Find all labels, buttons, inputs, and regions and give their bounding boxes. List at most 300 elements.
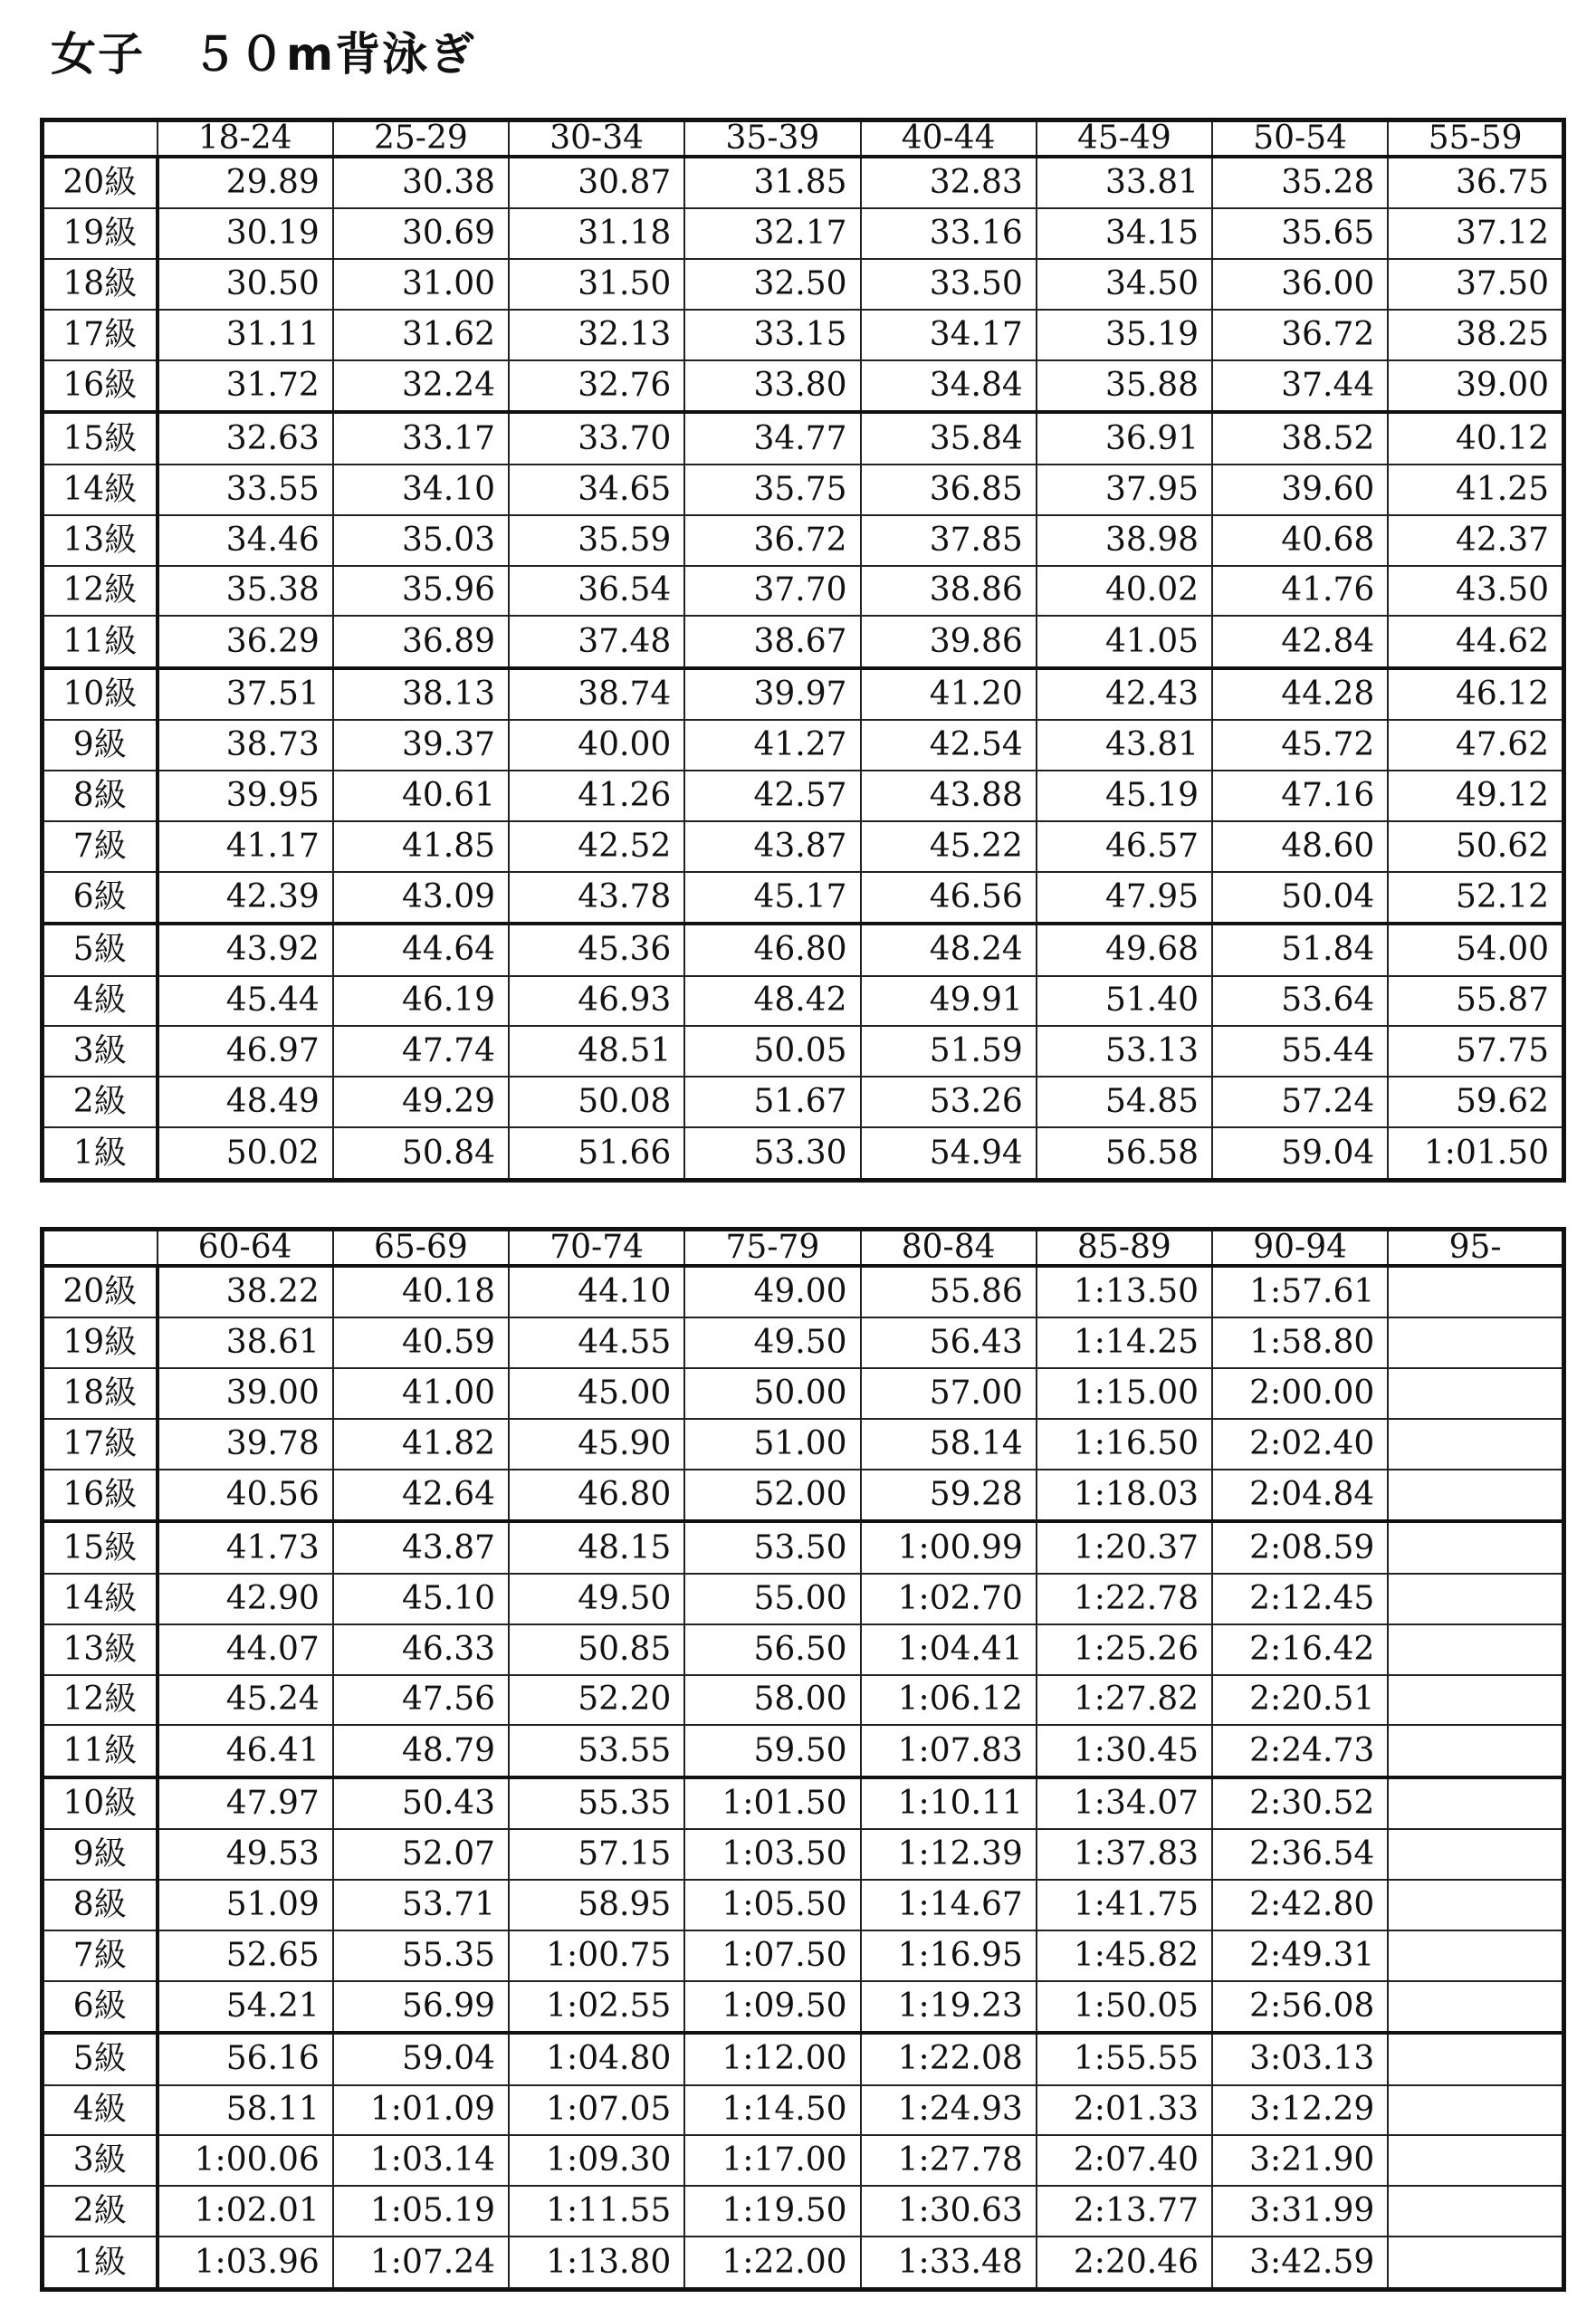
time-cell: 2:00.00 <box>1212 1368 1388 1419</box>
time-cell: 1:45.82 <box>1037 1930 1212 1981</box>
time-cell: 46.97 <box>158 1026 333 1077</box>
grade-label-cell: 7級 <box>43 821 158 872</box>
table-row <box>43 566 1564 617</box>
time-cell: 38.22 <box>158 1266 333 1317</box>
time-cell: 1:00.06 <box>158 2135 333 2186</box>
grade-label-cell: 5級 <box>43 2033 158 2084</box>
header-age-group-cell: 35-39 <box>684 120 860 158</box>
table-row <box>43 1317 1564 1368</box>
time-cell: 48.42 <box>684 976 860 1027</box>
time-cell: 39.86 <box>861 616 1037 667</box>
time-cell: 41.85 <box>333 821 509 872</box>
time-cell: 2:30.52 <box>1212 1777 1388 1829</box>
time-cell: 44.28 <box>1212 668 1388 720</box>
time-cell: 30.87 <box>509 157 684 208</box>
grade-label-cell: 9級 <box>43 720 158 771</box>
time-cell: 43.81 <box>1037 720 1212 771</box>
table-row <box>43 1026 1564 1077</box>
time-cell: 45.72 <box>1212 720 1388 771</box>
time-cell: 41.76 <box>1212 566 1388 617</box>
grade-label-cell: 12級 <box>43 1675 158 1726</box>
time-cell: 3:21.90 <box>1212 2135 1388 2186</box>
time-cell: 1:06.12 <box>861 1675 1037 1726</box>
time-cell: 32.24 <box>333 360 509 412</box>
grade-label-cell: 8級 <box>43 771 158 821</box>
time-cell: 35.75 <box>684 465 860 515</box>
time-cell: 37.70 <box>684 566 860 617</box>
table-row <box>43 1521 1564 1573</box>
time-cell: 3:31.99 <box>1212 2186 1388 2237</box>
time-cell: 3:42.59 <box>1212 2237 1388 2289</box>
time-cell: 59.62 <box>1388 1077 1563 1127</box>
time-cell: 1:55.55 <box>1037 2033 1212 2084</box>
time-cell: 54.85 <box>1037 1077 1212 1127</box>
table-row <box>43 1725 1564 1777</box>
time-cell: 1:30.45 <box>1037 1725 1212 1777</box>
time-cell: 36.91 <box>1037 412 1212 464</box>
time-cell: 34.10 <box>333 465 509 515</box>
time-cell: 40.02 <box>1037 566 1212 617</box>
time-cell: 52.12 <box>1388 872 1563 924</box>
time-cell: 41.26 <box>509 771 684 821</box>
time-cell: 38.67 <box>684 616 860 667</box>
time-cell: 48.79 <box>333 1725 509 1777</box>
time-cell: 51.67 <box>684 1077 860 1127</box>
time-cell <box>1388 1470 1563 1521</box>
time-cell: 38.86 <box>861 566 1037 617</box>
time-cell: 45.24 <box>158 1675 333 1726</box>
time-cell: 1:13.50 <box>1037 1266 1212 1317</box>
time-cell: 1:16.50 <box>1037 1419 1212 1470</box>
time-cell: 40.68 <box>1212 515 1388 566</box>
time-cell: 32.13 <box>509 310 684 360</box>
time-cell: 1:03.50 <box>684 1829 860 1880</box>
time-cell: 46.33 <box>333 1624 509 1675</box>
table-row <box>43 2135 1564 2186</box>
time-cell: 33.15 <box>684 310 860 360</box>
time-cell: 43.09 <box>333 872 509 924</box>
time-cell: 49.29 <box>333 1077 509 1127</box>
time-cell: 1:20.37 <box>1037 1521 1212 1573</box>
time-cell: 35.96 <box>333 566 509 617</box>
table-row <box>43 515 1564 566</box>
time-cell: 1:37.83 <box>1037 1829 1212 1880</box>
time-cell: 42.54 <box>861 720 1037 771</box>
grade-label-cell: 12級 <box>43 566 158 617</box>
grade-label-cell: 3級 <box>43 1026 158 1077</box>
time-cell: 2:12.45 <box>1212 1574 1388 1624</box>
time-cell: 40.00 <box>509 720 684 771</box>
time-cell: 47.56 <box>333 1675 509 1726</box>
grade-label-cell: 19級 <box>43 1317 158 1368</box>
grade-label-cell: 6級 <box>43 1981 158 2033</box>
time-cell: 34.46 <box>158 515 333 566</box>
table-row <box>43 1829 1564 1880</box>
time-cell: 32.76 <box>509 360 684 412</box>
table-row <box>43 771 1564 821</box>
time-cell: 37.85 <box>861 515 1037 566</box>
time-cell: 40.18 <box>333 1266 509 1317</box>
time-cell: 32.83 <box>861 157 1037 208</box>
time-cell: 38.74 <box>509 668 684 720</box>
time-cell: 45.00 <box>509 1368 684 1419</box>
time-cell: 42.39 <box>158 872 333 924</box>
time-cell: 3:12.29 <box>1212 2085 1388 2136</box>
header-age-group-cell: 50-54 <box>1212 120 1388 158</box>
time-cell: 54.00 <box>1388 924 1563 975</box>
time-cell: 46.12 <box>1388 668 1563 720</box>
time-cell: 1:02.55 <box>509 1981 684 2033</box>
time-cell: 2:20.46 <box>1037 2237 1212 2289</box>
time-cell: 45.90 <box>509 1419 684 1470</box>
time-cell: 50.04 <box>1212 872 1388 924</box>
time-cell: 45.22 <box>861 821 1037 872</box>
time-cell: 2:49.31 <box>1212 1930 1388 1981</box>
time-cell: 31.50 <box>509 259 684 310</box>
grade-label-cell: 2級 <box>43 1077 158 1127</box>
time-cell: 1:01.50 <box>1388 1127 1563 1180</box>
time-cell: 38.98 <box>1037 515 1212 566</box>
time-cell: 58.14 <box>861 1419 1037 1470</box>
table-row <box>43 157 1564 208</box>
grade-label-cell: 5級 <box>43 924 158 975</box>
table-row <box>43 1981 1564 2033</box>
time-cell: 53.71 <box>333 1880 509 1930</box>
header-age-group-cell: 95- <box>1388 1230 1563 1267</box>
time-cell: 1:14.67 <box>861 1880 1037 1930</box>
time-cell: 36.85 <box>861 465 1037 515</box>
time-cell: 41.82 <box>333 1419 509 1470</box>
time-cell <box>1388 1266 1563 1317</box>
time-cell: 57.24 <box>1212 1077 1388 1127</box>
time-cell: 49.91 <box>861 976 1037 1027</box>
time-cell: 33.55 <box>158 465 333 515</box>
time-cell: 48.60 <box>1212 821 1388 872</box>
time-cell: 1:11.55 <box>509 2186 684 2237</box>
time-cell: 52.00 <box>684 1470 860 1521</box>
time-cell: 2:42.80 <box>1212 1880 1388 1930</box>
time-cell: 43.87 <box>684 821 860 872</box>
header-age-group-cell: 65-69 <box>333 1230 509 1267</box>
time-cell: 29.89 <box>158 157 333 208</box>
time-cell: 30.19 <box>158 208 333 259</box>
time-cell <box>1388 1930 1563 1981</box>
time-cell: 1:02.01 <box>158 2186 333 2237</box>
time-cell: 1:10.11 <box>861 1777 1037 1829</box>
time-cell: 53.50 <box>684 1521 860 1573</box>
time-cell: 1:13.80 <box>509 2237 684 2289</box>
time-cell: 1:07.24 <box>333 2237 509 2289</box>
time-standards-table-ages-18-59 <box>40 118 1566 1183</box>
time-cell: 1:01.50 <box>684 1777 860 1829</box>
header-corner-cell <box>43 120 158 158</box>
table-header-row <box>43 120 1564 158</box>
time-cell: 45.17 <box>684 872 860 924</box>
time-cell: 48.51 <box>509 1026 684 1077</box>
time-cell: 3:03.13 <box>1212 2033 1388 2084</box>
time-cell: 33.70 <box>509 412 684 464</box>
time-cell: 41.00 <box>333 1368 509 1419</box>
time-cell: 34.15 <box>1037 208 1212 259</box>
time-cell <box>1388 1880 1563 1930</box>
time-cell: 2:01.33 <box>1037 2085 1212 2136</box>
grade-label-cell: 3級 <box>43 2135 158 2186</box>
time-cell: 35.19 <box>1037 310 1212 360</box>
time-cell: 1:27.78 <box>861 2135 1037 2186</box>
time-cell: 1:00.99 <box>861 1521 1037 1573</box>
time-cell: 31.00 <box>333 259 509 310</box>
time-cell <box>1388 2237 1563 2289</box>
time-cell: 52.65 <box>158 1930 333 1981</box>
time-cell: 50.43 <box>333 1777 509 1829</box>
time-cell <box>1388 1368 1563 1419</box>
page-title: 女子 ５０m背泳ぎ <box>51 28 477 81</box>
grade-label-cell: 15級 <box>43 1521 158 1573</box>
time-cell: 46.93 <box>509 976 684 1027</box>
time-cell: 38.25 <box>1388 310 1563 360</box>
table-row <box>43 976 1564 1027</box>
time-cell: 45.44 <box>158 976 333 1027</box>
time-cell: 34.65 <box>509 465 684 515</box>
table-row <box>43 1675 1564 1726</box>
time-cell: 39.60 <box>1212 465 1388 515</box>
grade-label-cell: 17級 <box>43 310 158 360</box>
table-row <box>43 1266 1564 1317</box>
time-cell: 33.81 <box>1037 157 1212 208</box>
time-cell: 54.21 <box>158 1981 333 2033</box>
time-cell: 50.08 <box>509 1077 684 1127</box>
time-cell: 55.87 <box>1388 976 1563 1027</box>
grade-label-cell: 1級 <box>43 1127 158 1180</box>
time-cell: 2:20.51 <box>1212 1675 1388 1726</box>
grade-label-cell: 20級 <box>43 157 158 208</box>
time-cell: 1:04.41 <box>861 1624 1037 1675</box>
grade-label-cell: 11級 <box>43 1725 158 1777</box>
grade-label-cell: 18級 <box>43 259 158 310</box>
time-cell: 48.24 <box>861 924 1037 975</box>
time-cell: 37.51 <box>158 668 333 720</box>
time-cell: 2:56.08 <box>1212 1981 1388 2033</box>
time-cell: 35.84 <box>861 412 1037 464</box>
table-row <box>43 2085 1564 2136</box>
time-cell: 35.28 <box>1212 157 1388 208</box>
time-cell: 39.37 <box>333 720 509 771</box>
time-cell: 1:41.75 <box>1037 1880 1212 1930</box>
time-cell: 55.86 <box>861 1266 1037 1317</box>
grade-label-cell: 17級 <box>43 1419 158 1470</box>
time-cell: 33.17 <box>333 412 509 464</box>
time-cell: 42.52 <box>509 821 684 872</box>
time-cell: 42.57 <box>684 771 860 821</box>
time-cell: 49.50 <box>509 1574 684 1624</box>
time-cell: 45.19 <box>1037 771 1212 821</box>
grade-label-cell: 10級 <box>43 1777 158 1829</box>
time-cell: 35.03 <box>333 515 509 566</box>
time-cell <box>1388 1624 1563 1675</box>
time-cell: 31.62 <box>333 310 509 360</box>
time-cell: 44.55 <box>509 1317 684 1368</box>
table-row <box>43 208 1564 259</box>
time-cell <box>1388 1574 1563 1624</box>
table-row <box>43 465 1564 515</box>
time-cell: 51.84 <box>1212 924 1388 975</box>
time-cell: 43.88 <box>861 771 1037 821</box>
time-cell: 51.00 <box>684 1419 860 1470</box>
grade-label-cell: 10級 <box>43 668 158 720</box>
time-cell: 31.11 <box>158 310 333 360</box>
time-cell: 47.97 <box>158 1777 333 1829</box>
time-cell: 34.77 <box>684 412 860 464</box>
time-cell: 41.27 <box>684 720 860 771</box>
time-cell: 32.17 <box>684 208 860 259</box>
time-cell: 45.36 <box>509 924 684 975</box>
time-cell: 1:22.78 <box>1037 1574 1212 1624</box>
table-row <box>43 2237 1564 2289</box>
time-cell: 49.00 <box>684 1266 860 1317</box>
time-cell: 36.29 <box>158 616 333 667</box>
grade-label-cell: 8級 <box>43 1880 158 1930</box>
time-cell: 47.74 <box>333 1026 509 1077</box>
time-cell: 41.17 <box>158 821 333 872</box>
grade-label-cell: 14級 <box>43 1574 158 1624</box>
grade-label-cell: 11級 <box>43 616 158 667</box>
time-cell: 1:22.08 <box>861 2033 1037 2084</box>
time-cell: 1:34.07 <box>1037 1777 1212 1829</box>
time-cell: 52.20 <box>509 1675 684 1726</box>
time-cell: 1:16.95 <box>861 1930 1037 1981</box>
time-cell: 36.54 <box>509 566 684 617</box>
time-cell: 40.59 <box>333 1317 509 1368</box>
time-cell: 43.87 <box>333 1521 509 1573</box>
header-age-group-cell: 45-49 <box>1037 120 1212 158</box>
time-cell: 59.04 <box>333 2033 509 2084</box>
time-cell <box>1388 2085 1563 2136</box>
table-row <box>43 1077 1564 1127</box>
time-cell: 35.38 <box>158 566 333 617</box>
time-cell <box>1388 1521 1563 1573</box>
time-cell: 1:17.00 <box>684 2135 860 2186</box>
time-cell: 53.13 <box>1037 1026 1212 1077</box>
time-cell: 1:09.30 <box>509 2135 684 2186</box>
header-corner-cell <box>43 1230 158 1267</box>
time-cell: 36.72 <box>684 515 860 566</box>
table-row <box>43 1470 1564 1521</box>
time-cell: 1:03.14 <box>333 2135 509 2186</box>
table-row <box>43 1624 1564 1675</box>
time-cell: 56.16 <box>158 2033 333 2084</box>
time-cell: 34.17 <box>861 310 1037 360</box>
time-cell <box>1388 2186 1563 2237</box>
time-cell: 47.16 <box>1212 771 1388 821</box>
time-cell: 46.41 <box>158 1725 333 1777</box>
time-cell: 2:13.77 <box>1037 2186 1212 2237</box>
time-cell: 37.50 <box>1388 259 1563 310</box>
time-cell: 38.52 <box>1212 412 1388 464</box>
time-cell: 34.50 <box>1037 259 1212 310</box>
grade-label-cell: 13級 <box>43 515 158 566</box>
time-cell: 40.12 <box>1388 412 1563 464</box>
time-cell: 41.73 <box>158 1521 333 1573</box>
header-age-group-cell: 18-24 <box>158 120 333 158</box>
time-cell: 1:19.23 <box>861 1981 1037 2033</box>
time-cell: 42.84 <box>1212 616 1388 667</box>
time-cell: 34.84 <box>861 360 1037 412</box>
time-cell: 1:30.63 <box>861 2186 1037 2237</box>
time-cell: 33.50 <box>861 259 1037 310</box>
time-cell: 42.90 <box>158 1574 333 1624</box>
time-cell: 53.26 <box>861 1077 1037 1127</box>
time-cell: 38.61 <box>158 1317 333 1368</box>
time-cell <box>1388 1981 1563 2033</box>
time-cell: 57.75 <box>1388 1026 1563 1077</box>
table-row <box>43 2033 1564 2084</box>
time-cell <box>1388 2033 1563 2084</box>
time-cell: 49.12 <box>1388 771 1563 821</box>
time-cell: 30.38 <box>333 157 509 208</box>
grade-label-cell: 16級 <box>43 1470 158 1521</box>
table-row <box>43 1127 1564 1180</box>
time-cell: 1:18.03 <box>1037 1470 1212 1521</box>
time-cell: 2:36.54 <box>1212 1829 1388 1880</box>
time-cell: 59.04 <box>1212 1127 1388 1180</box>
time-cell: 44.10 <box>509 1266 684 1317</box>
time-cell: 37.95 <box>1037 465 1212 515</box>
time-cell: 1:02.70 <box>861 1574 1037 1624</box>
grade-label-cell: 4級 <box>43 2085 158 2136</box>
table-row <box>43 310 1564 360</box>
time-cell: 1:19.50 <box>684 2186 860 2237</box>
grade-label-cell: 2級 <box>43 2186 158 2237</box>
time-cell: 38.13 <box>333 668 509 720</box>
time-cell: 49.53 <box>158 1829 333 1880</box>
grade-label-cell: 19級 <box>43 208 158 259</box>
table-row <box>43 360 1564 412</box>
time-cell: 39.95 <box>158 771 333 821</box>
time-cell: 50.62 <box>1388 821 1563 872</box>
table-row <box>43 1930 1564 1981</box>
time-cell: 51.40 <box>1037 976 1212 1027</box>
grade-label-cell: 16級 <box>43 360 158 412</box>
time-cell: 43.92 <box>158 924 333 975</box>
table-row <box>43 668 1564 720</box>
time-cell: 35.65 <box>1212 208 1388 259</box>
grade-label-cell: 7級 <box>43 1930 158 1981</box>
time-cell <box>1388 1777 1563 1829</box>
time-cell: 48.15 <box>509 1521 684 1573</box>
time-cell: 31.85 <box>684 157 860 208</box>
grade-label-cell: 13級 <box>43 1624 158 1675</box>
time-cell: 33.16 <box>861 208 1037 259</box>
time-cell: 40.61 <box>333 771 509 821</box>
time-cell: 42.37 <box>1388 515 1563 566</box>
time-cell: 1:07.50 <box>684 1930 860 1981</box>
time-cell: 36.72 <box>1212 310 1388 360</box>
table-row <box>43 821 1564 872</box>
time-cell: 1:05.19 <box>333 2186 509 2237</box>
time-cell: 46.80 <box>509 1470 684 1521</box>
time-cell: 49.68 <box>1037 924 1212 975</box>
time-cell: 53.30 <box>684 1127 860 1180</box>
grade-label-cell: 4級 <box>43 976 158 1027</box>
time-cell: 2:04.84 <box>1212 1470 1388 1521</box>
time-cell <box>1388 1419 1563 1470</box>
time-cell: 42.43 <box>1037 668 1212 720</box>
time-cell: 57.15 <box>509 1829 684 1880</box>
time-cell: 55.35 <box>509 1777 684 1829</box>
time-cell: 1:09.50 <box>684 1981 860 2033</box>
time-cell: 1:57.61 <box>1212 1266 1388 1317</box>
table-row <box>43 872 1564 924</box>
